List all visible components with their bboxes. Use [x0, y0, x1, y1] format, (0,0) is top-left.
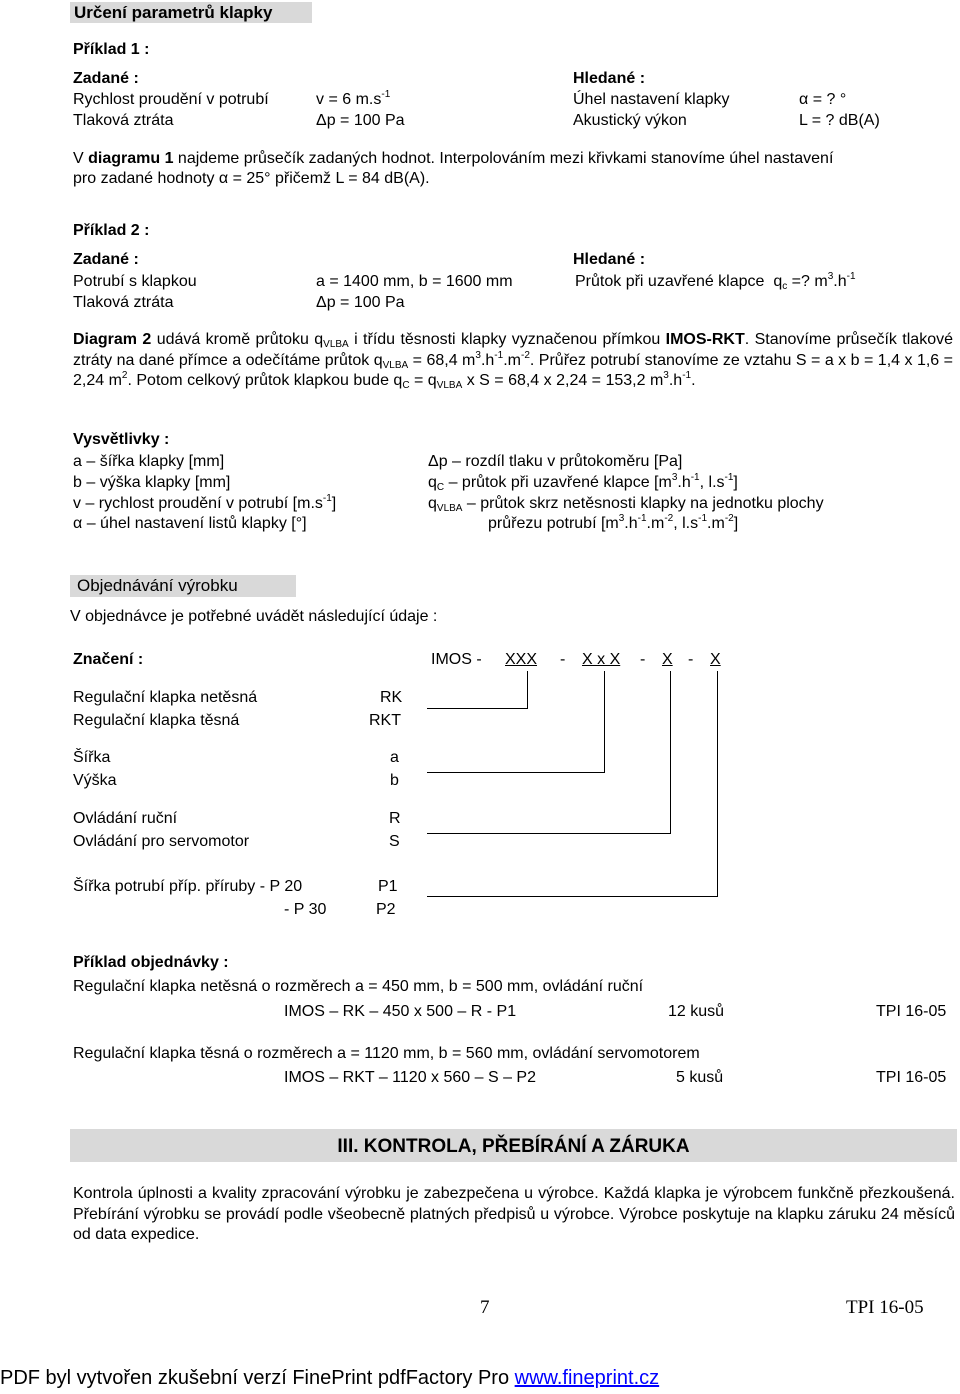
legend-a: a – šířka klapky [mm] [73, 453, 225, 470]
section-3-title: III. KONTROLA, PŘEBÍRÁNÍ A ZÁRUKA [337, 1136, 690, 1157]
order-1-tpi: TPI 16-05 [876, 1003, 947, 1020]
code-dash-2: - [640, 651, 646, 668]
ex2-paragraph: Diagram 2 udává kromě průtoku $q_{VLBA}$ i třídu těsnosti klapky vyznačenou přímkou IMOS-RKT. Stanovíme průsečík tlakové ztráty na dané přímce a odečítáme průtok $q_{VLBA} = 68,4$ $m^3.h^{-1}.m^{-2}$. Průřez potrubí stanovíme ze vztahu S = a x b = 1,4 x 1,6 = 2,24 $m^2$. Potom celkový průtok klapkou bude $q_C = q_{VLBA}$ x S = 68,4 x 2,24 = 153,2 $m^3.h^{-1}$. [73, 331, 954, 391]
section-2-intro: V objednávce je potřebné uvádět následující údaje : [70, 608, 438, 625]
code-dash-1: - [560, 651, 566, 668]
option-width-value: a [390, 749, 399, 766]
order-2-code: IMOS – RKT – 1120 x 560 – S – P2 [284, 1069, 536, 1086]
ex1-r2-sought-name: Akustický výkon [573, 112, 687, 129]
ex2-r2-name: Tlaková ztráta [73, 294, 174, 311]
order-2-qty: 5 kusů [676, 1069, 724, 1086]
ex2-r1-sought: Průtok při uzavřené klapce $q_c$ =? $m^3.h^{-1}$ [575, 271, 856, 292]
code-xxx: XXX [505, 651, 538, 668]
pdf-notice: PDF byl vytvořen zkušební verzí FinePrint pdfFactory Pro www.fineprint.cz [0, 1367, 660, 1389]
section-2-title: Objednávání výrobku [77, 576, 238, 595]
connector-p-h [427, 896, 718, 897]
page-number: 7 [480, 1297, 490, 1318]
ex2-r1-name: Potrubí s klapkou [73, 273, 197, 290]
option-rk-label: Regulační klapka netěsná [73, 689, 258, 706]
option-height-value: b [390, 772, 399, 789]
connector-ab [604, 671, 605, 773]
code-dash-3: - [688, 651, 694, 668]
fineprint-link[interactable]: www.fineprint.cz [514, 1367, 660, 1389]
code-label: Značení : [73, 651, 144, 668]
option-manual-value: R [389, 810, 401, 827]
ex1-r2-name: Tlaková ztráta [73, 112, 174, 129]
ex2-sought-label: Hledané : [573, 251, 646, 268]
option-flange2-value: P2 [376, 901, 396, 918]
legend-qc: $q_C$ – průtok při uzavřené klapce [$m^3.h^{-1}$, $l.s^{-1}$] [428, 472, 738, 493]
order-1-qty: 12 kusů [668, 1003, 725, 1020]
ex1-given-label: Zadané : [73, 70, 139, 87]
ex1-r2-sought-value: L = ? dB(A) [799, 112, 880, 129]
legend-v: v – rychlost proudění v potrubí $[m.s^{-1}]$ [73, 493, 337, 512]
legend-heading: Vysvětlivky : [73, 431, 170, 448]
legend-qvlba-units: průřezu potrubí [$m^3.h^{-1}.m^{-2}$, $l.s^{-1}.m^{-2}$] [488, 513, 739, 532]
order-1-code: IMOS – RK – 450 x 500 – R - P1 [284, 1003, 517, 1020]
section-3-text: Kontrola úplnosti a kvality zpracování výrobku je zabezpečena u výrobce. Každá klapka je výrobcem funkčně přezkoušená. Přebírání výrobku se provádí podle všeobecně platných předpisů u výrobce. Výrobce poskytuje na klapku záruku 24 měsíců od data expedice. [73, 1185, 955, 1243]
code-x1: X [662, 651, 673, 668]
legend-alpha: α – úhel nastavení listů klapky [°] [73, 515, 307, 532]
document-code: TPI 16-05 [846, 1297, 924, 1318]
option-rkt-value: RKT [369, 712, 401, 729]
code-x2: X [710, 651, 721, 668]
option-rk-value: RK [380, 689, 403, 706]
connector-rk [527, 671, 528, 709]
option-flange2-label: - P 30 [284, 901, 327, 918]
ex2-r2-value: Δp = 100 Pa [316, 294, 405, 311]
order-1-desc: Regulační klapka netěsná o rozměrech a = 450 mm, b = 500 mm, ovládání ruční [73, 978, 644, 995]
order-2-tpi: TPI 16-05 [876, 1069, 947, 1086]
example-2-heading: Příklad 2 : [73, 222, 150, 239]
ex1-r1-value: v = 6 $m.s^{-1}$ [316, 89, 391, 108]
legend-b: b – výška klapky [mm] [73, 474, 231, 491]
option-manual-label: Ovládání ruční [73, 810, 178, 827]
option-servo-label: Ovládání pro servomotor [73, 833, 250, 850]
ex1-r2-value: Δp = 100 Pa [316, 112, 405, 129]
connector-ab-h [427, 772, 605, 773]
option-servo-value: S [389, 833, 400, 850]
option-height-label: Výška [73, 772, 117, 789]
ex1-text-line-2: pro zadané hodnoty α = 25° přičemž L = 84 dB(A). [73, 170, 430, 187]
connector-rk-h [427, 708, 528, 709]
ex1-r1-sought-name: Úhel nastavení klapky [573, 91, 730, 108]
legend-dp: Δp – rozdíl tlaku v průtokoměru [Pa] [428, 453, 683, 470]
section-title: Určení parametrů klapky [74, 3, 273, 22]
ex1-sought-label: Hledané : [573, 70, 646, 87]
ex1-r1-name: Rychlost proudění v potrubí [73, 91, 269, 108]
legend-qvlba: $q_{VLBA}$ – průtok skrz netěsnosti klapky na jednotku plochy [428, 495, 824, 514]
ex1-r1-sought-value: α = ? ° [799, 91, 847, 108]
code-imos: IMOS - [431, 651, 482, 668]
order-2-desc: Regulační klapka těsná o rozměrech a = 1120 mm, b = 560 mm, ovládání servomotorem [73, 1045, 700, 1062]
connector-p [717, 671, 718, 897]
example-1-heading: Příklad 1 : [73, 41, 150, 58]
order-heading: Příklad objednávky : [73, 954, 229, 971]
ex1-text-line-1: V diagramu 1 najdeme průsečík zadaných hodnot. Interpolováním mezi křivkami stanovíme úhel nastavení [73, 150, 834, 167]
option-rkt-label: Regulační klapka těsná [73, 712, 240, 729]
option-flange-label: Šířka potrubí příp. příruby - P 20 [73, 878, 303, 895]
ex2-given-label: Zadané : [73, 251, 139, 268]
option-width-label: Šířka [73, 749, 111, 766]
connector-rs [670, 671, 671, 834]
connector-rs-h [427, 833, 671, 834]
option-flange-value: P1 [378, 878, 398, 895]
ex2-r1-value: a = 1400 mm, b = 1600 mm [316, 273, 513, 290]
code-xx: X x X [582, 651, 621, 668]
